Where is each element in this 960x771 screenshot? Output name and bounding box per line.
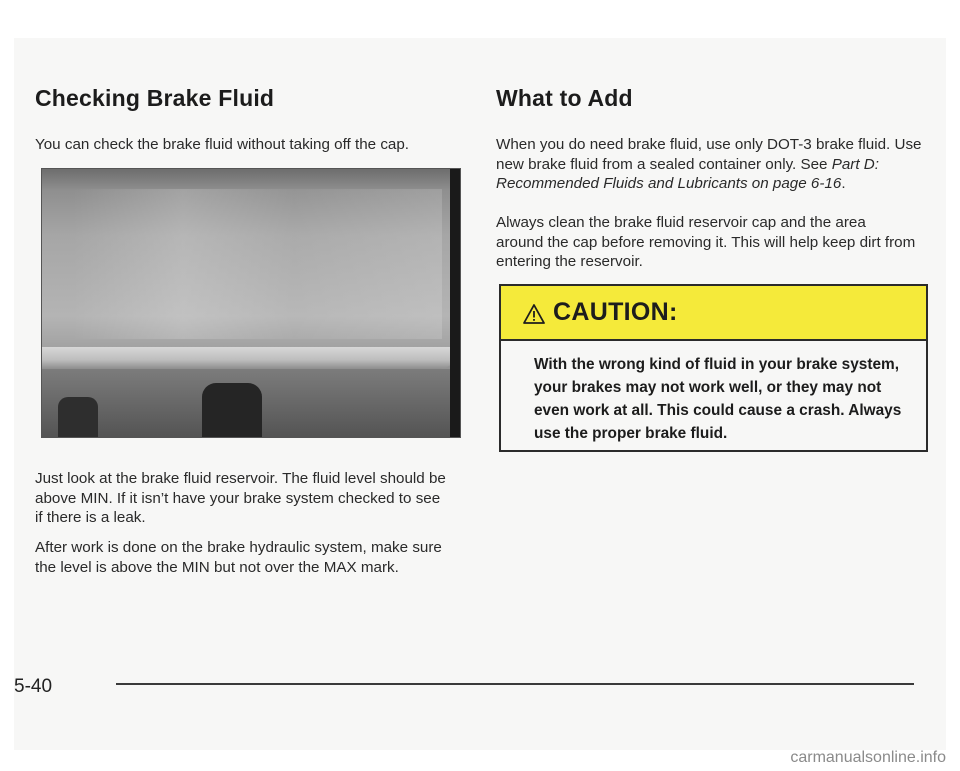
manual-page bbox=[14, 38, 946, 750]
what-to-add-text: When you do need brake fluid, use only DOT-3 brake fluid. Use new brake fluid from a sealed container only. See bbox=[496, 136, 922, 173]
what-to-add-heading: What to Add bbox=[496, 85, 633, 111]
brake-fluid-reservoir-photo bbox=[41, 168, 461, 438]
caution-header bbox=[501, 286, 926, 341]
clean-cap-paragraph: Always clean the brake fluid reservoir cap and the area around the cap before removing it. This will help keep dirt from entering the reservoir. bbox=[496, 214, 916, 270]
caution-text: With the wrong kind of fluid in your brake system, your brakes may not work well, or they may not even work at all. This could cause a crash. Always use the proper brake fluid. bbox=[534, 356, 902, 442]
footer-rule bbox=[116, 683, 914, 685]
caution-box bbox=[499, 284, 928, 452]
hydraulic-work-paragraph: After work is done on the brake hydraulic system, make sure the level is above the MIN but not over the MAX mark. bbox=[35, 539, 442, 576]
intro-text: You can check the brake fluid without taking off the cap. bbox=[35, 136, 410, 153]
watermark-text: carmanualsonline.info bbox=[790, 749, 946, 766]
warning-triangle-icon bbox=[523, 304, 545, 324]
reservoir-check-paragraph: Just look at the brake fluid reservoir. The fluid level should be above MIN. If it isn’t have your brake system checked to see if there is a leak. bbox=[35, 470, 446, 526]
fluids-reference-link: Part D: Recommended Fluids and Lubricants on page 6-16 bbox=[496, 155, 879, 192]
checking-brake-fluid-heading: Checking Brake Fluid bbox=[35, 85, 275, 111]
page-number: 5-40 bbox=[14, 676, 53, 697]
what-to-add-paragraph bbox=[496, 135, 926, 194]
caution-title: CAUTION: bbox=[553, 298, 678, 326]
what-to-add-end: . bbox=[841, 175, 846, 192]
